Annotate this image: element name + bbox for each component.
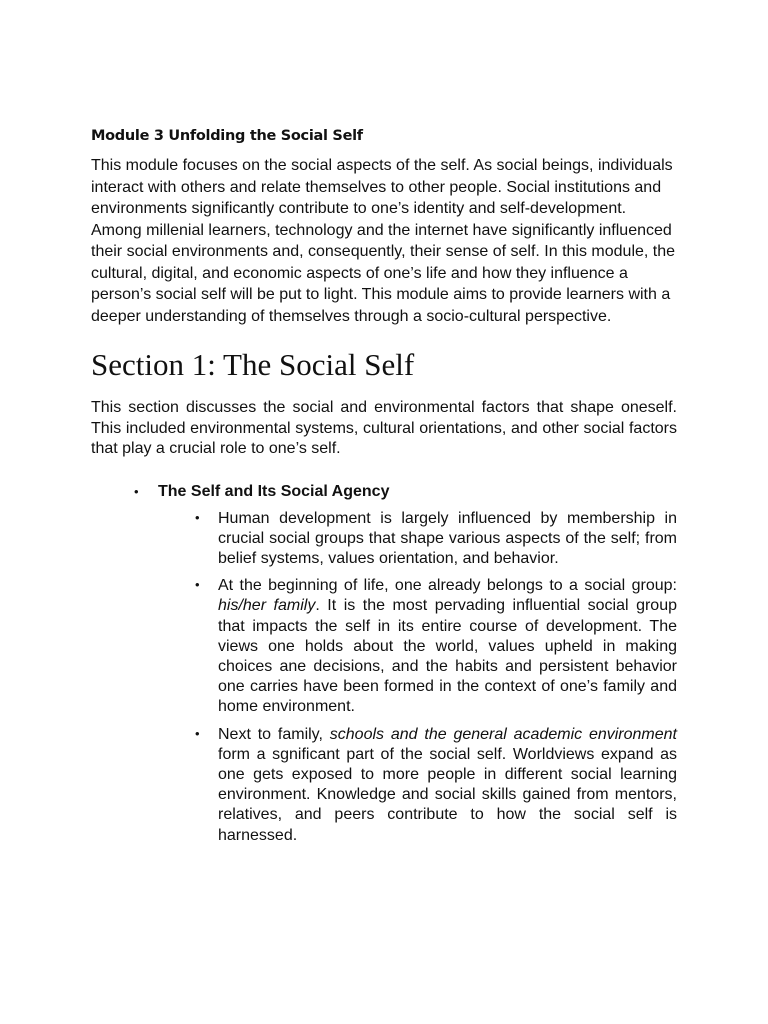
module-title: Module 3 Unfolding the Social Self [91,128,363,144]
point-text-after: . It is the most pervading influential social group that impacts the self in its entire course of development. The views one holds about the world, values upheld in making choices ane decisions, and the habits and persistent behavior one carries have been formed in the context of one’s family and home environment. [218,597,677,716]
point-text-emphasis: schools and the general academic environment [329,725,677,743]
bullet-icon: • [195,725,200,741]
topic-heading: The Self and Its Social Agency [158,482,390,500]
point-text [218,725,677,846]
point-text-before: At the beginning of life, one already belongs to a social group: [218,577,677,595]
point-text: Human development is largely influenced by membership in crucial social groups that shape various aspects of the self; from belief systems, values orientation, and behavior. [218,509,677,567]
topic-list [91,482,677,846]
module-intro-paragraph: This module focuses on the social aspects of the self. As social beings, individuals interact with others and relate themselves to other people. Social institutions and environments significantly contribute to one’s identity and self-development. Among millenial learners, technology and the internet have significantly influenced their social environments and, consequently, their sense of self. In this module, the cultural, digital, and economic aspects of one’s life and how they influence a person’s social self will be put to light. This module aims to provide learners with a deeper understanding of themselves through a socio-cultural perspective. [91,157,676,325]
point-text-before: Next to family, [218,725,330,743]
point-text-after: form a sgnificant part of the social self. Worldviews expand as one gets exposed to more people in different social learning environment. Knowledge and social skills gained from mentors, relatives, and peers contribute to how the social self is harnessed. [218,745,677,844]
topic-points-list [158,509,677,846]
topic-item [91,482,677,846]
section-title: Section 1: The Social Self [91,347,415,382]
point-text [218,576,677,717]
section-intro-paragraph: This section discusses the social and environmental factors that shape oneself. This included environmental systems, cultural orientations, and other social factors that play a crucial role to one’s self. [91,399,677,457]
document-page [91,128,677,853]
topic-point [158,509,677,570]
topic-point [158,725,677,846]
bullet-icon: • [134,483,139,499]
bullet-icon: • [195,509,200,525]
point-text-emphasis: his/her family [218,597,316,615]
bullet-icon: • [195,577,200,593]
topic-point [158,576,677,717]
